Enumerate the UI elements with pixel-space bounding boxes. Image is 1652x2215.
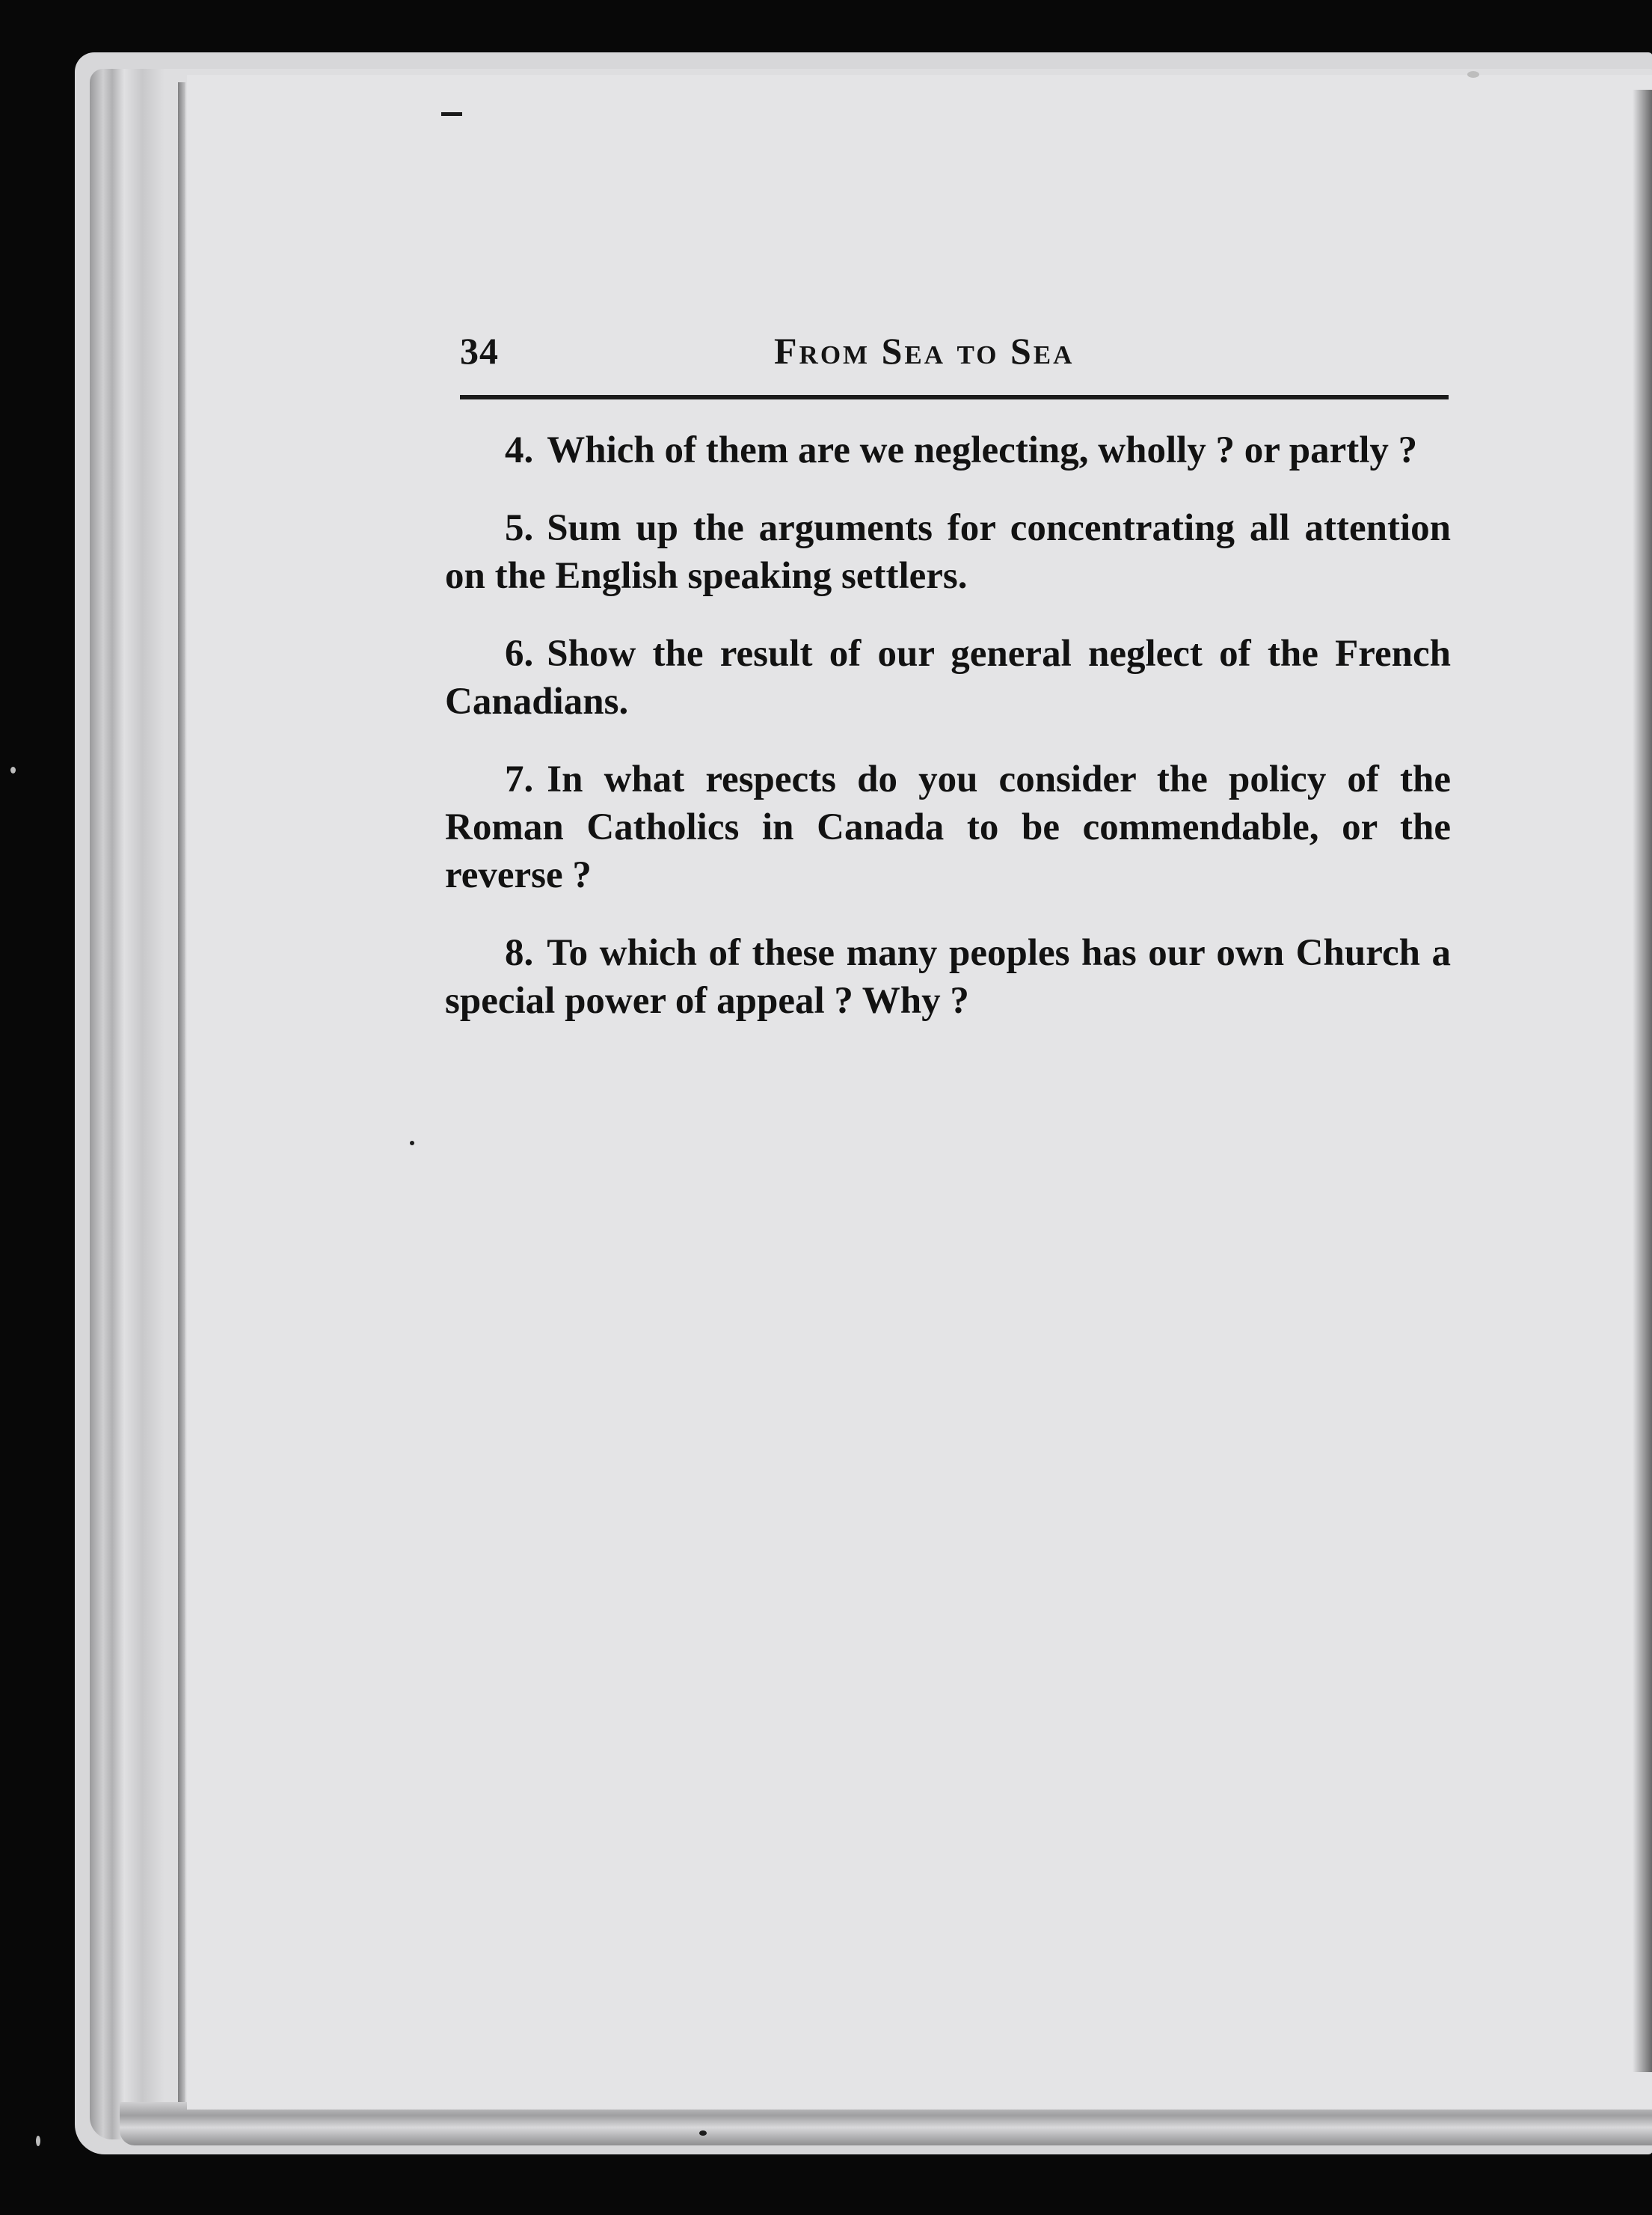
page-number: 34	[460, 330, 499, 372]
question-text: Which of them are we neglecting, wholly ? or partly ?	[547, 429, 1418, 471]
running-head	[460, 329, 1447, 400]
question-number: 6.	[505, 633, 534, 675]
question-number: 8.	[505, 932, 534, 974]
printer-mark	[441, 112, 462, 116]
question-item	[445, 504, 1451, 600]
dust-speck	[699, 2130, 707, 2136]
question-text: To which of these many peoples has our own Church a special power of appeal ? Why ?	[445, 932, 1451, 1022]
question-item	[445, 630, 1451, 726]
header-rule	[460, 395, 1449, 399]
question-number: 5.	[505, 507, 534, 549]
dust-speck	[36, 2136, 40, 2146]
running-title: From Sea to Sea	[774, 330, 1075, 372]
question-item	[445, 929, 1451, 1025]
question-item	[445, 426, 1451, 474]
page-gutter-line	[178, 82, 185, 2102]
question-number: 7.	[505, 759, 534, 800]
question-text: Show the result of our general neglect of the French Canadians.	[445, 633, 1451, 723]
question-list	[445, 426, 1451, 1055]
question-text: In what respects do you consider the policy of the Roman Catholics in Canada to be commendable, or the reverse ?	[445, 759, 1451, 896]
question-item	[445, 756, 1451, 899]
dust-speck	[10, 767, 16, 773]
question-text: Sum up the arguments for concentrating all attention on the English speaking settlers.	[445, 507, 1451, 597]
question-number: 4.	[505, 429, 534, 471]
dust-speck	[1467, 71, 1479, 78]
dust-speck	[410, 1141, 414, 1145]
right-edge-shadow	[1633, 90, 1652, 2072]
